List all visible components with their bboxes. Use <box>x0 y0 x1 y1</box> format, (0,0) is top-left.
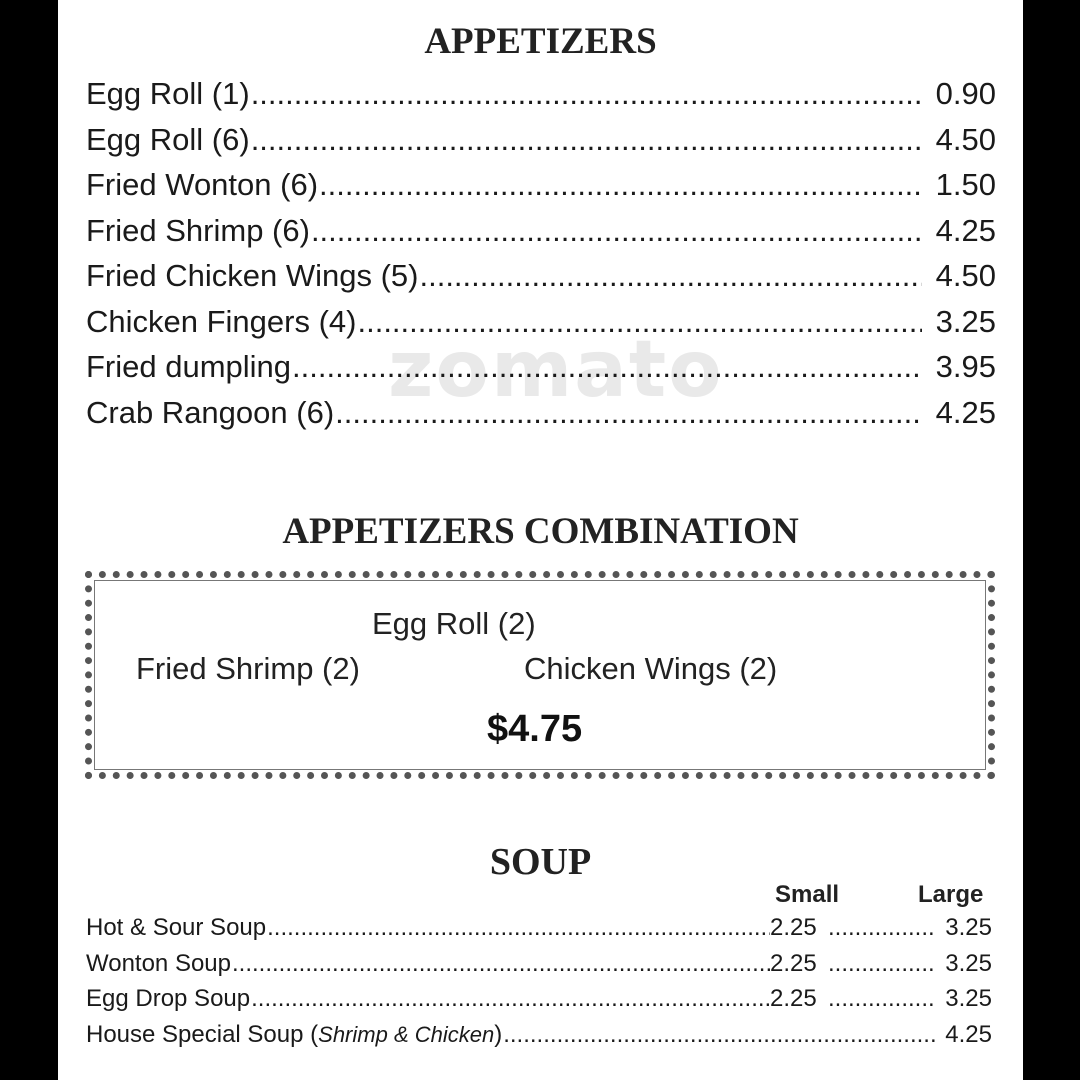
combo-chicken-wings: Chicken Wings (2) <box>524 651 778 686</box>
leader-dots <box>250 985 770 1013</box>
item-name-close: ) <box>494 1020 503 1048</box>
item-name: Egg Roll (6) <box>86 121 250 157</box>
item-name: Wonton Soup <box>86 949 231 977</box>
small-column-header: Small <box>775 881 840 908</box>
watermark: zomato <box>388 325 724 415</box>
item-name: Egg Roll (1) <box>86 76 250 111</box>
leader-dots <box>291 349 922 385</box>
leader-dots <box>502 1021 936 1049</box>
item-name-main: House Special Soup ( <box>86 1020 319 1048</box>
item-price: 0.90 <box>935 76 996 111</box>
item-name: Fried Shrimp (6) <box>86 212 310 248</box>
item-name: Fried Wonton (6) <box>86 167 319 202</box>
item-name: Egg Drop Soup <box>86 985 251 1012</box>
leader-dots <box>266 914 770 942</box>
item-name: Fried dumpling <box>86 349 292 384</box>
combination-box <box>85 571 995 779</box>
small-price: 2.25 <box>770 985 817 1012</box>
soup-item <box>86 985 992 1021</box>
appetizers-list <box>86 76 996 440</box>
large-column-header: Large <box>918 881 984 908</box>
item-price: 4.50 <box>935 121 996 157</box>
small-price: 2.25 <box>770 949 817 977</box>
leader-dots <box>356 304 922 340</box>
combination-title: APPETIZERS COMBINATION <box>282 511 799 552</box>
combo-fried-shrimp: Fried Shrimp (2) <box>136 651 360 686</box>
soup-item <box>86 914 992 950</box>
leader-dots <box>826 914 936 942</box>
soup-item <box>86 1021 992 1057</box>
item-name: Fried Chicken Wings (5) <box>86 258 419 293</box>
leader-dots <box>418 258 922 294</box>
menu-item <box>86 122 996 168</box>
soup-item <box>86 950 992 986</box>
item-price: 4.50 <box>935 258 996 293</box>
leader-dots <box>826 985 936 1013</box>
large-price: 4.25 <box>945 1020 992 1048</box>
item-price: 3.25 <box>935 303 996 339</box>
leader-dots <box>250 76 922 112</box>
soup-list <box>86 914 992 1056</box>
large-price: 3.25 <box>945 914 992 941</box>
item-price: 3.95 <box>935 349 996 384</box>
menu-item <box>86 349 996 395</box>
menu-item <box>86 167 996 213</box>
leader-dots <box>231 950 770 978</box>
small-price: 2.25 <box>770 914 817 941</box>
combo-egg-roll: Egg Roll (2) <box>372 606 536 641</box>
item-name: Crab Rangoon (6) <box>86 394 335 430</box>
item-note: Shrimp & Chicken <box>318 1021 495 1047</box>
large-price: 3.25 <box>945 949 992 977</box>
item-name <box>86 1021 502 1049</box>
item-price: 1.50 <box>935 167 996 202</box>
menu-item <box>86 213 996 259</box>
leader-dots <box>826 950 936 978</box>
leader-dots <box>334 395 922 431</box>
item-price: 4.25 <box>935 212 996 248</box>
leader-dots <box>318 167 922 203</box>
menu-page <box>58 0 1023 1080</box>
menu-item <box>86 76 996 122</box>
leader-dots <box>250 122 922 158</box>
item-price: 4.25 <box>935 394 996 430</box>
menu-item <box>86 395 996 441</box>
menu-item <box>86 258 996 304</box>
large-price: 3.25 <box>945 985 992 1012</box>
item-name: Chicken Fingers (4) <box>86 303 357 339</box>
leader-dots <box>310 213 922 249</box>
appetizers-title: APPETIZERS <box>424 21 657 62</box>
menu-item <box>86 304 996 350</box>
item-name: Hot & Sour Soup <box>86 914 267 941</box>
combo-price: $4.75 <box>487 708 583 750</box>
soup-title: SOUP <box>489 841 592 883</box>
